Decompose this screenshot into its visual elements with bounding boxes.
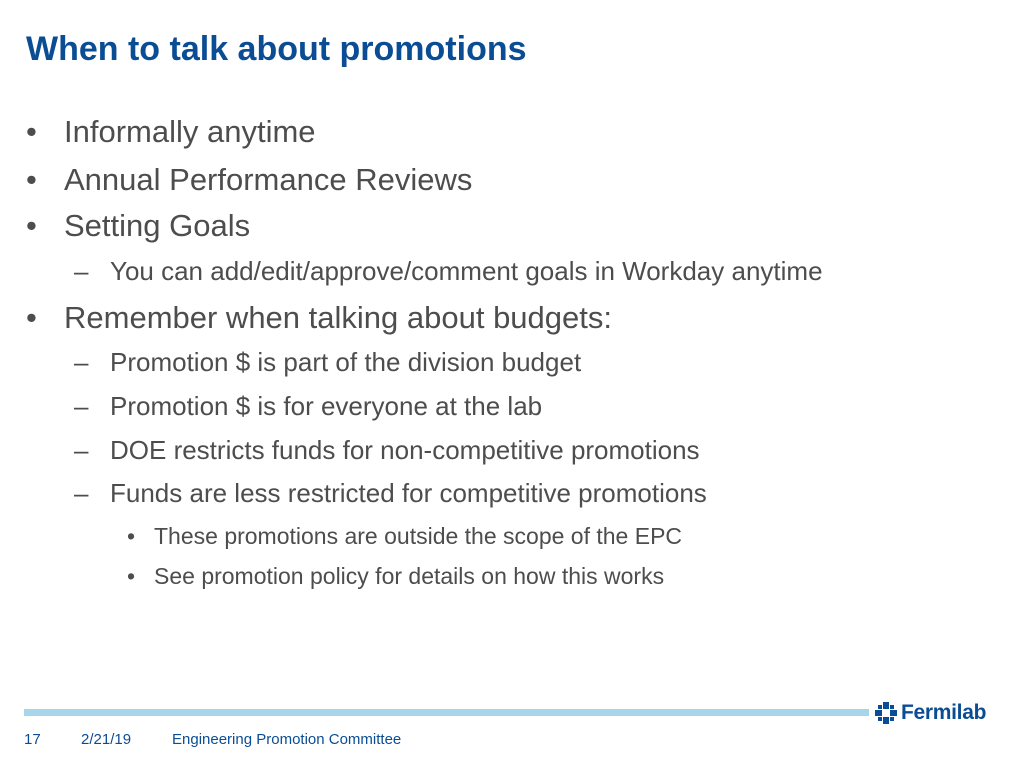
- bullet-marker: •: [26, 208, 37, 243]
- bullet-text: These promotions are outside the scope of the EPC: [154, 523, 683, 549]
- bullet-marker: •: [26, 300, 37, 335]
- bullet-text: Funds are less restricted for competitive promotions: [110, 478, 707, 508]
- logo-text: Fermilab: [901, 701, 987, 724]
- fermilab-logo-icon: [875, 702, 897, 724]
- sub-bullet-item: [74, 256, 823, 287]
- bullet-text: DOE restricts funds for non-competitive promotions: [110, 435, 700, 465]
- sub-bullet-item: [74, 347, 582, 378]
- page-number: 17: [24, 731, 41, 748]
- bullet-marker: •: [127, 563, 136, 589]
- slide-title: When to talk about promotions: [26, 30, 527, 68]
- bullet-text: You can add/edit/approve/comment goals in Workday anytime: [110, 256, 823, 286]
- dash-marker: –: [74, 256, 89, 286]
- sub-bullet-item: [74, 435, 700, 466]
- bullet-text: Promotion $ is for everyone at the lab: [110, 391, 543, 421]
- bullet-text: Remember when talking about budgets:: [64, 300, 612, 335]
- sub-bullet-item: [74, 478, 707, 509]
- bullet-marker: •: [127, 523, 136, 549]
- bullet-item: [26, 300, 612, 336]
- dash-marker: –: [74, 391, 89, 421]
- bullet-text: Setting Goals: [64, 208, 251, 243]
- bullet-text: Informally anytime: [64, 114, 316, 149]
- bullet-marker: •: [26, 162, 37, 197]
- sub-sub-bullet-item: [127, 563, 665, 590]
- bullet-text: Promotion $ is part of the division budget: [110, 347, 582, 377]
- dash-marker: –: [74, 435, 89, 465]
- dash-marker: –: [74, 347, 89, 377]
- dash-marker: –: [74, 478, 89, 508]
- bullet-item: [26, 208, 251, 244]
- bullet-item: [26, 114, 316, 150]
- footer-committee: Engineering Promotion Committee: [172, 731, 402, 748]
- footer-divider-bar: [24, 709, 869, 716]
- bullet-text: Annual Performance Reviews: [64, 162, 473, 197]
- sub-bullet-item: [74, 391, 543, 422]
- fermilab-logo: [875, 700, 986, 726]
- bullet-marker: •: [26, 114, 37, 149]
- sub-sub-bullet-item: [127, 523, 683, 550]
- footer-date: 2/21/19: [81, 731, 132, 748]
- bullet-text: See promotion policy for details on how this works: [154, 563, 665, 589]
- bullet-item: [26, 162, 473, 198]
